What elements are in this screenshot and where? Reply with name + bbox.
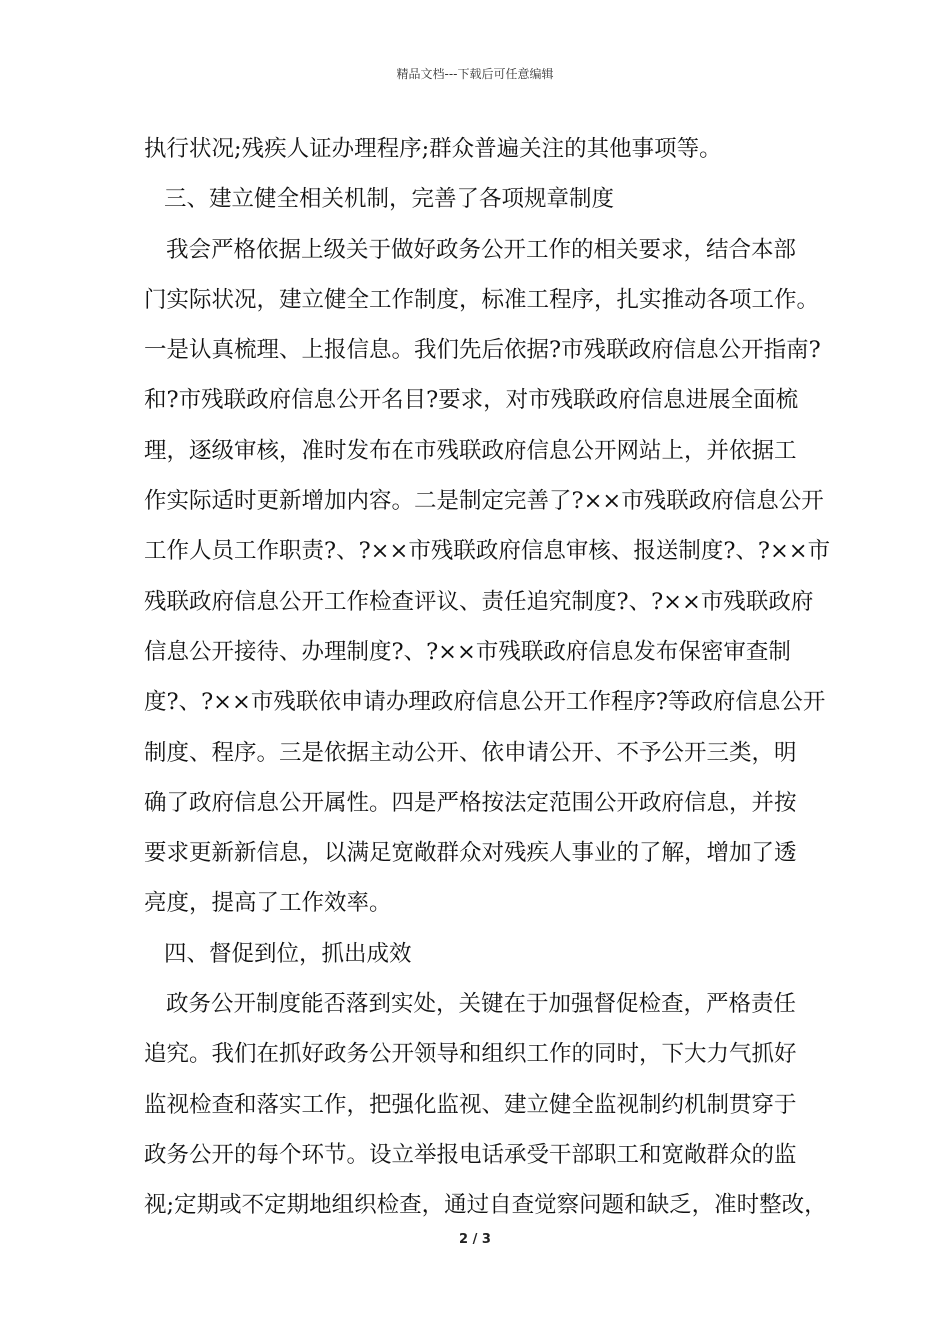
text-line: 确了政府信息公开属性。四是严格按法定范围公开政府信息，并按 <box>144 789 797 816</box>
paragraph-start: 政务公开制度能否落到实处，关键在于加强督促检查，严格责任 <box>166 991 797 1018</box>
text-line: 政务公开的每个环节。设立举报电话承受干部职工和宽敞群众的监 <box>144 1141 797 1168</box>
text-line: 门实际状况，建立健全工作制度，标准工程序，扎实推动各项工作。 <box>144 286 820 313</box>
text-line: 视;定期或不定期地组织检查，通过自查觉察问题和缺乏，准时整改， <box>144 1192 827 1219</box>
text-line: 监视检查和落实工作，把强化监视、建立健全监视制约机制贯穿于 <box>144 1091 797 1118</box>
section-heading: 三、建立健全相关机制，完善了各项规章制度 <box>164 186 615 213</box>
page-number: 2 / 3 <box>459 1232 491 1247</box>
text-line: 作实际适时更新增加内容。二是制定完善了?××市残联政府信息公开 <box>144 488 824 515</box>
text-line: 残联政府信息公开工作检查评议、责任追究制度?、?××市残联政府 <box>144 588 814 615</box>
document-body <box>144 124 831 1231</box>
text-line: 执行状况;残疾人证办理程序;群众普遍关注的其他事项等。 <box>144 136 722 162</box>
text-line: 理，逐级审核，准时发布在市残联政府信息公开网站上，并依据工 <box>144 437 797 464</box>
text-line: 信息公开接待、办理制度?、?××市残联政府信息发布保密审查制 <box>144 638 791 665</box>
text-line: 要求更新新信息，以满足宽敞群众对残疾人事业的了解，增加了透 <box>144 840 797 867</box>
text-line: 制度、程序。三是依据主动公开、依申请公开、不予公开三类，明 <box>144 739 797 766</box>
section-heading: 四、督促到位，抓出成效 <box>164 940 412 967</box>
text-line: 亮度，提高了工作效率。 <box>144 890 392 917</box>
text-line: 一是认真梳理、上报信息。我们先后依据?市残联政府信息公开指南? <box>144 337 821 364</box>
text-line: 度?、?××市残联依申请办理政府信息公开工作程序?等政府信息公开 <box>144 689 826 716</box>
text-line: 追究。我们在抓好政务公开领导和组织工作的同时，下大力气抓好 <box>144 1041 797 1068</box>
text-line: 工作人员工作职责?、?××市残联政府信息审核、报送制度?、?××市 <box>144 538 831 565</box>
text-line: 和?市残联政府信息公开名目?要求，对市残联政府信息进展全面梳 <box>144 387 799 414</box>
document-header: 精品文档---下载后可任意编辑 <box>396 67 554 81</box>
paragraph-start: 我会严格依据上级关于做好政务公开工作的相关要求，结合本部 <box>166 236 797 263</box>
